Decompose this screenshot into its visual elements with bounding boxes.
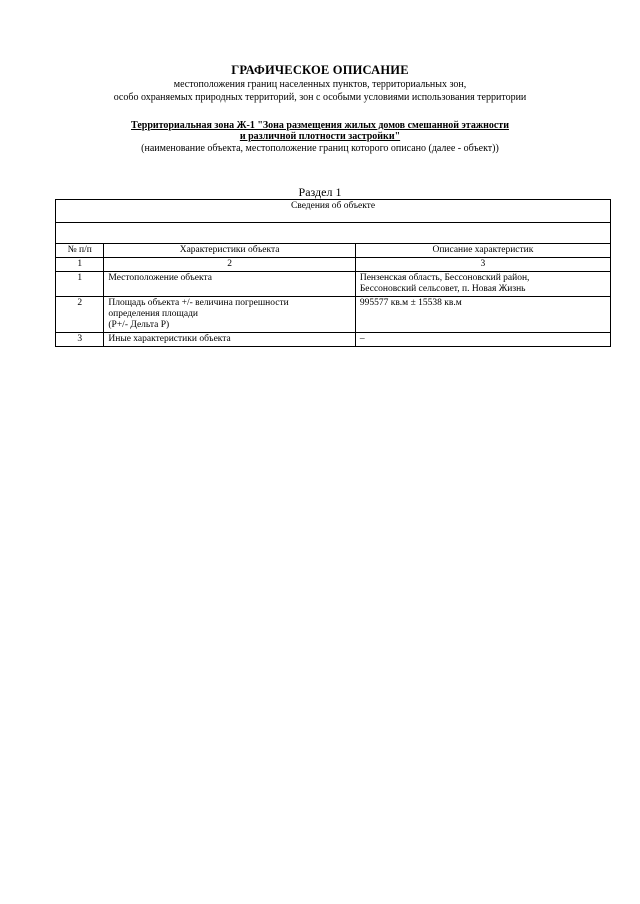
row-description: 995577 кв.м ± 15538 кв.м (355, 297, 610, 333)
column-header-num: № п/п (56, 244, 104, 258)
object-caption: (наименование объекта, местоположение границ которого описано (далее - объект)) (141, 143, 499, 154)
table-row (56, 272, 611, 297)
section-title: Раздел 1 (298, 185, 342, 199)
table-header-row (56, 244, 611, 258)
table-row (56, 297, 611, 333)
subtitle-line-2: особо охраняемых природных территорий, зон с особыми условиями использования территории (113, 92, 527, 103)
object-info-table (55, 199, 611, 347)
row-description-line: Бессоновский сельсовет, п. Новая Жизнь (359, 284, 526, 294)
object-name-line-1: Территориальная зона Ж-1 "Зона размещения жилых домов смешанной этажности (131, 120, 509, 131)
table-caption-row (56, 200, 611, 223)
row-characteristic-line: определения площади (108, 309, 198, 319)
table-caption: Сведения об объекте (56, 200, 611, 223)
row-characteristic: Иные характеристики объекта (104, 333, 355, 347)
subtitle-line-1: местоположения границ населенных пунктов, территориальных зон, (173, 79, 467, 90)
row-description-line: Пензенская область, Бессоновский район, (359, 273, 530, 283)
column-header-description: Описание характеристик (355, 244, 610, 258)
row-description: – (355, 333, 610, 347)
row-number: 3 (56, 333, 104, 347)
table-spacer-row (56, 223, 611, 244)
row-number: 2 (56, 297, 104, 333)
document-title: ГРАФИЧЕСКОЕ ОПИСАНИЕ (231, 63, 409, 77)
row-number: 1 (56, 272, 104, 297)
column-header-characteristic: Характеристики объекта (104, 244, 355, 258)
table-column-numbers-row (56, 258, 611, 272)
object-name-line-2: и различной плотности застройки" (239, 131, 401, 142)
table-row (56, 333, 611, 347)
row-characteristic (104, 297, 355, 333)
row-description (355, 272, 610, 297)
table-spacer-cell (56, 223, 611, 244)
column-number-1: 1 (56, 258, 104, 272)
row-characteristic: Местоположение объекта (104, 272, 355, 297)
row-characteristic-line: Площадь объекта +/- величина погрешности (108, 298, 289, 308)
column-number-3: 3 (355, 258, 610, 272)
column-number-2: 2 (104, 258, 355, 272)
row-characteristic-line: (P+/- Дельта P) (108, 320, 170, 330)
